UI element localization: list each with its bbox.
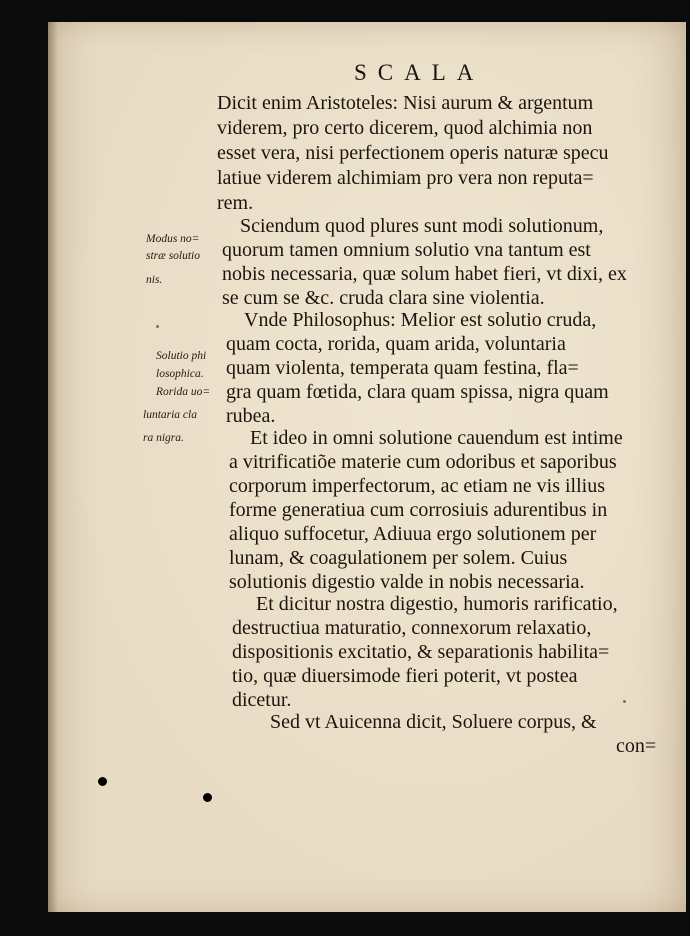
text-line: Sciendum quod plures sunt modi solutionum,: [240, 215, 604, 237]
text-line: rem.: [217, 192, 254, 214]
text-line: forme generatiua cum corrosiuis adurentibus in: [229, 499, 608, 521]
margin-note: stræ solutio: [146, 250, 201, 262]
margin-note: nis.: [146, 274, 163, 286]
running-header: SCALA: [354, 60, 485, 85]
text-line: esset vera, nisi perfectionem operis naturæ specu: [217, 142, 609, 164]
text-line: viderem, pro certo dicerem, quod alchimia non: [217, 117, 593, 139]
margin-note: ra nigra.: [143, 432, 184, 444]
margin-note: Modus no=: [146, 233, 200, 245]
text-line: corporum imperfectorum, ac etiam ne vis illius: [229, 475, 605, 497]
text-line: Vnde Philosophus: Melior est solutio cruda,: [244, 309, 597, 331]
ink-spot: [98, 777, 107, 786]
text-line: latiue viderem alchimiam pro vera non reputa=: [217, 167, 594, 189]
catchword: con=: [616, 735, 657, 757]
margin-note: losophica.: [156, 368, 204, 380]
text-line: rubea.: [226, 405, 276, 427]
text-line: lunam, & coagulationem per solem. Cuius: [229, 547, 568, 569]
text-line: dispositionis excitatio, & separationis habilita=: [232, 641, 610, 663]
text-line: quam violenta, temperata quam festina, fla=: [226, 357, 579, 379]
text-line: nobis necessaria, quæ solum habet fieri, vt dixi, ex: [222, 263, 627, 285]
margin-note: Rorida uo=: [156, 386, 211, 398]
text-line: Dicit enim Aristoteles: Nisi aurum & argentum: [217, 92, 594, 114]
text-line: quorum tamen omnium solutio vna tantum est: [222, 239, 591, 261]
paper-speck: [623, 700, 626, 703]
text-line: Sed vt Auicenna dicit, Soluere corpus, &: [270, 711, 597, 733]
text-line: Et ideo in omni solutione cauendum est intime: [250, 427, 623, 449]
text-line: aliquo suffocetur, Adiuua ergo solutionem per: [229, 523, 597, 545]
text-line: gra quam fœtida, clara quam spissa, nigra quam: [226, 381, 609, 403]
text-line: a vitrificatiõe materie cum odoribus et saporibus: [229, 451, 617, 473]
text-line: dicetur.: [232, 689, 292, 711]
text-line: destructiua maturatio, connexorum relaxatio,: [232, 617, 592, 639]
book-page: [48, 22, 686, 912]
text-line: Et dicitur nostra digestio, humoris rarificatio,: [256, 593, 618, 615]
text-line: solutionis digestio valde in nobis necessaria.: [229, 571, 585, 593]
paper-speck: [156, 325, 159, 328]
text-line: tio, quæ diuersimode fieri poterit, vt postea: [232, 665, 578, 687]
text-line: quam cocta, rorida, quam arida, voluntaria: [226, 333, 566, 355]
ink-spot: [203, 793, 212, 802]
text-line: se cum se &c. cruda clara sine violentia.: [222, 287, 545, 309]
margin-note: Solutio phi: [156, 350, 207, 362]
margin-note: luntaria cla: [143, 409, 197, 421]
page-gutter-shadow: [48, 22, 58, 912]
